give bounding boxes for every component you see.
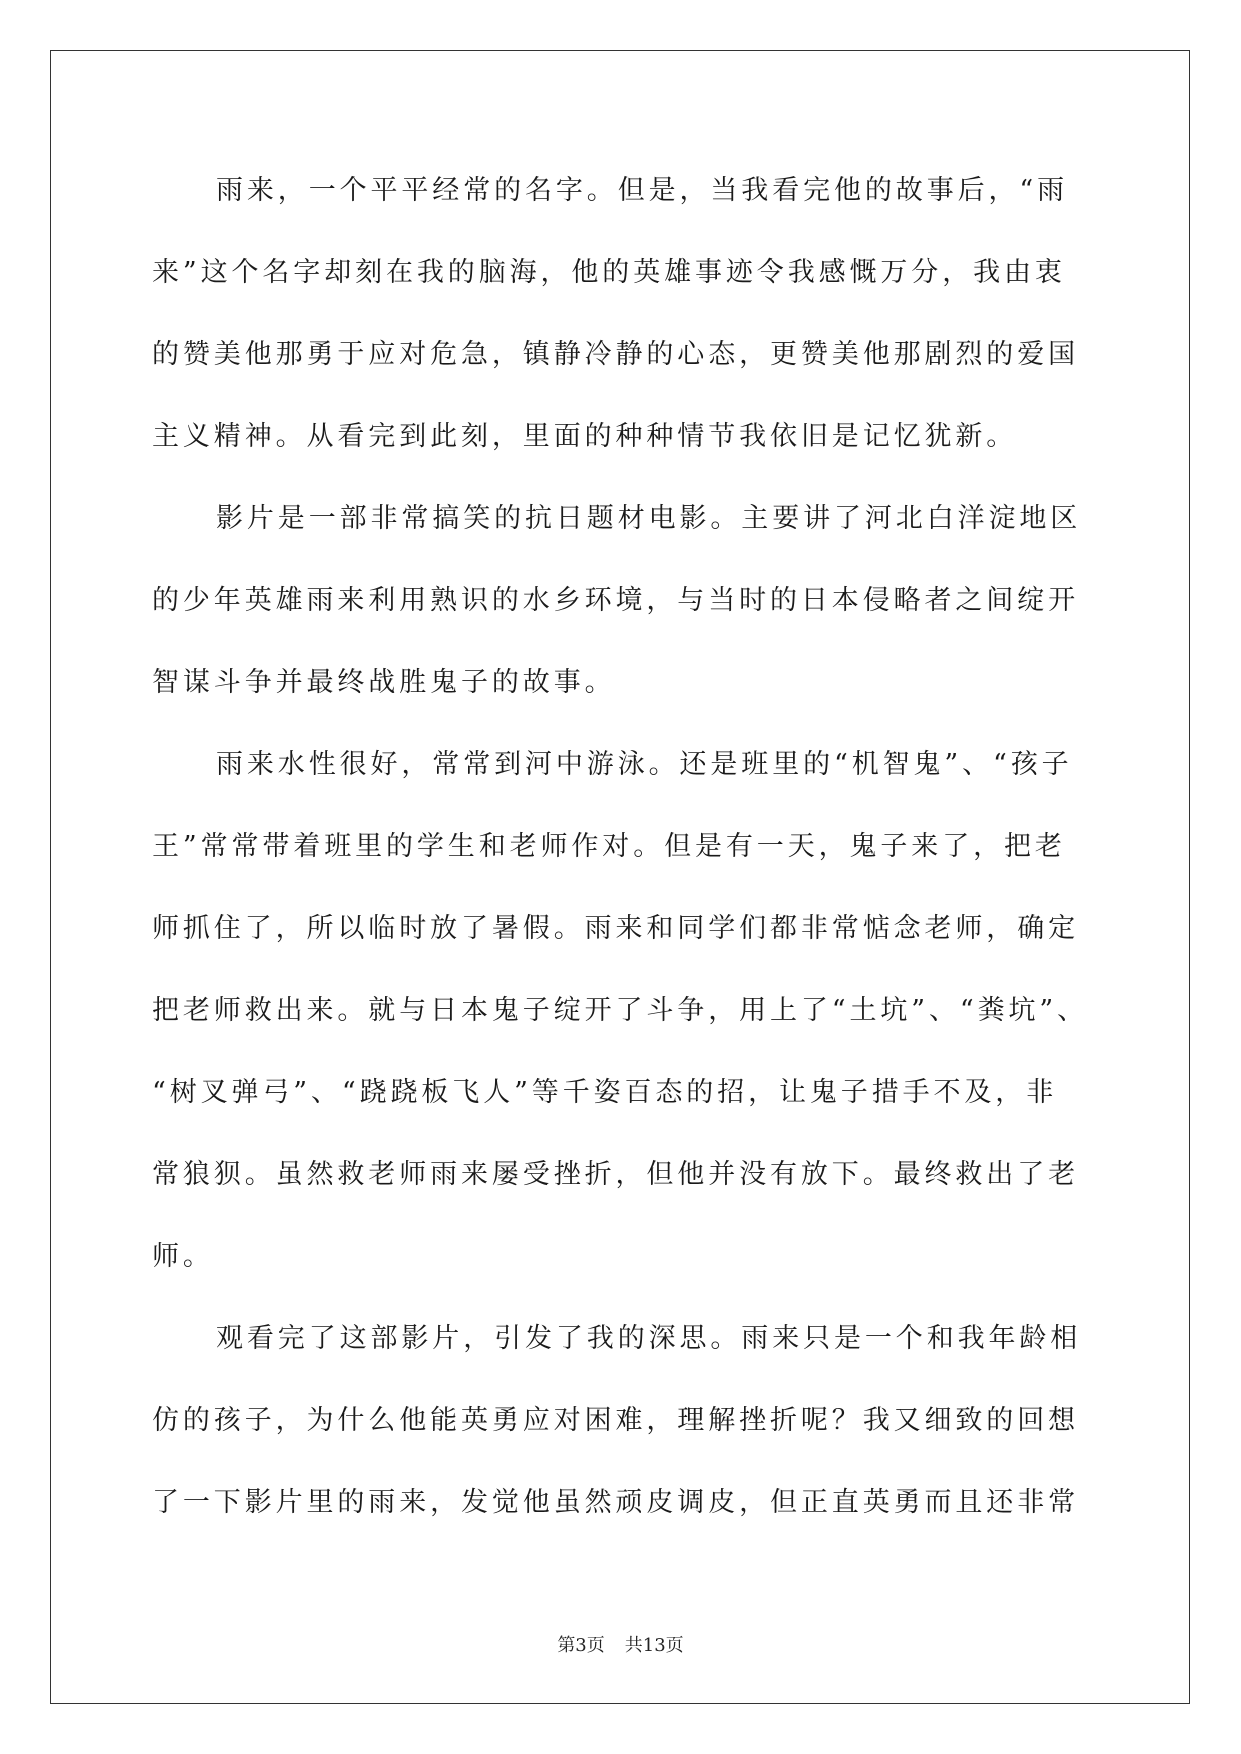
text-line: 师抓住了，所以临时放了暑假。雨来和同学们都非常惦念老师，确定 [152, 913, 1079, 944]
page-footer [0, 1631, 1241, 1657]
text-line: 智谋斗争并最终战胜鬼子的故事。 [152, 667, 616, 698]
text-line: 王”常常带着班里的学生和老师作对。但是有一天，鬼子来了，把老 [152, 831, 1066, 862]
text-line: 常狼狈。虽然救老师雨来屡受挫折，但他并没有放下。最终救出了老 [152, 1159, 1079, 1190]
text-line: “树叉弹弓”、“跷跷板飞人”等千姿百态的招，让鬼子措手不及，非 [152, 1077, 1058, 1108]
text-line: 仿的孩子，为什么他能英勇应对困难，理解挫折呢？我又细致的回想 [152, 1405, 1079, 1436]
document-body [152, 168, 1089, 1562]
text-line: 的赞美他那勇于应对危急，镇静冷静的心态，更赞美他那剧烈的爱国 [152, 339, 1079, 370]
text-line: 来”这个名字却刻在我的脑海，他的英雄事迹令我感慨万分，我由衷 [152, 257, 1066, 288]
page-number-current: 第3页 [557, 1635, 605, 1656]
text-line: 影片是一部非常搞笑的抗日题材电影。主要讲了河北白洋淀地区 [216, 503, 1082, 534]
page-number-total: 共13页 [624, 1635, 684, 1656]
text-line: 雨来，一个平平经常的名字。但是，当我看完他的故事后，“雨 [216, 175, 1069, 206]
text-line: 观看完了这部影片，引发了我的深思。雨来只是一个和我年龄相 [216, 1323, 1082, 1354]
text-line: 主义精神。从看完到此刻，里面的种种情节我依旧是记忆犹新。 [152, 421, 1018, 452]
text-line: 把老师救出来。就与日本鬼子绽开了斗争，用上了“土坑”、“粪坑”、 [152, 995, 1089, 1026]
text-line: 师。 [152, 1241, 214, 1272]
text-line: 的少年英雄雨来利用熟识的水乡环境，与当时的日本侵略者之间绽开 [152, 585, 1079, 616]
text-line: 雨来水性很好，常常到河中游泳。还是班里的“机智鬼”、“孩子 [216, 749, 1073, 780]
text-line: 了一下影片里的雨来，发觉他虽然顽皮调皮，但正直英勇而且还非常 [152, 1487, 1079, 1518]
